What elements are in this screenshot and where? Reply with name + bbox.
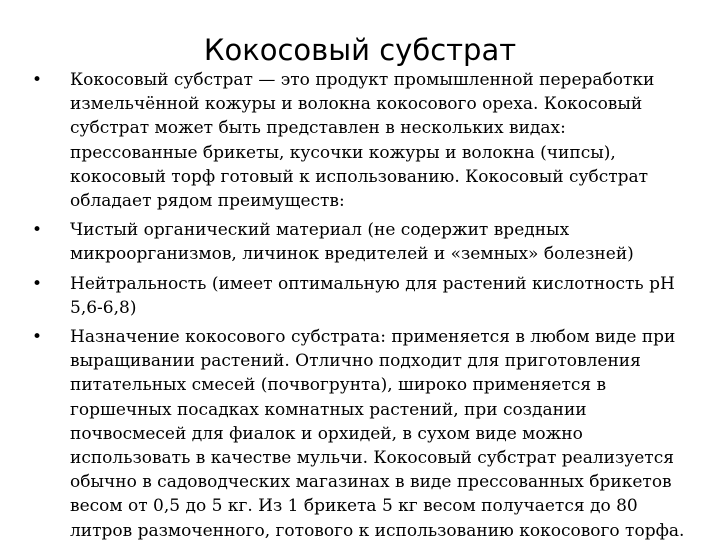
bullet-icon: • <box>32 220 43 241</box>
bullet-item <box>30 218 690 266</box>
bullet-icon: • <box>32 327 43 348</box>
bullet-text: Назначение кокосового субстрата: применяется в любом виде при выращивании растений. Отлично подходит для приготовления питательных смесей (почвогрунта), широко применяется в горшечных посадках комнатных растений, при создании почвосмесей для фиалок и орхидей, в сухом виде можно использовать в качестве мульчи. Кокосовый субстрат реализуется обычно в садоводческих магазинах в виде прессованных брикетов весом от 0,5 до 5 кг. Из 1 брикета 5 кг весом получается до 80 литров размоченного, готового к использованию кокосового торфа. <box>70 327 685 541</box>
bullet-list <box>30 68 690 548</box>
bullet-item <box>30 272 690 320</box>
bullet-text: Чистый органический материал (не содержит вредных микроорганизмов, личинок вредителей и «земных» болезней) <box>70 220 634 265</box>
bullet-text: Нейтральность (имеет оптимальную для растений кислотность рН 5,6-6,8) <box>70 273 675 318</box>
bullet-item <box>30 68 690 213</box>
bullet-icon: • <box>32 273 43 294</box>
slide-title: Кокосовый субстрат <box>203 33 517 67</box>
bullet-icon: • <box>32 70 43 90</box>
bullet-text: Кокосовый субстрат — это продукт промышленной переработки измельчённой кожуры и волокна кокосового ореха. Кокосовый субстрат может быть представлен в нескольких видах: прессованные брикеты, кусочки кожуры и волокна (чипсы), кокосовый торф готовый к использованию. Кокосовый субстрат обладает рядом преимуществ: <box>70 70 655 212</box>
bullet-item <box>30 325 690 543</box>
